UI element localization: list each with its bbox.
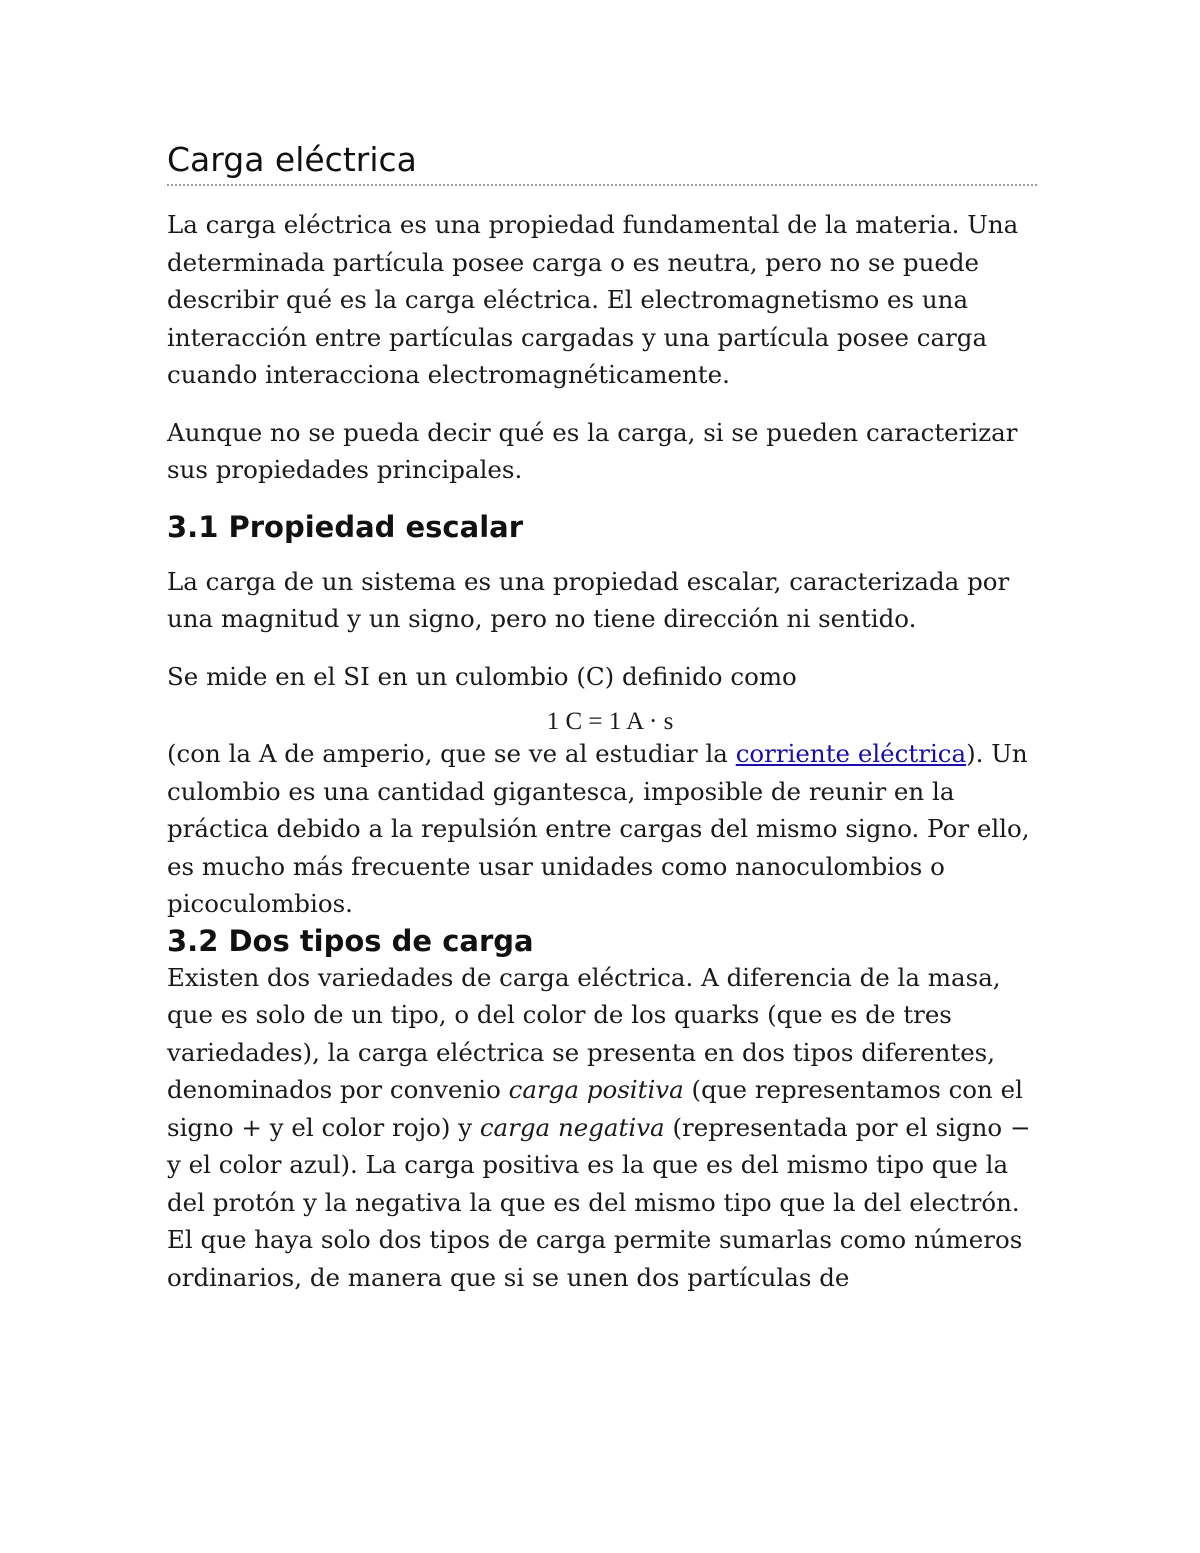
document-page [167,140,1037,1296]
paragraph-text: Existen dos variedades de carga eléctrica. A diferencia de la masa, que es solo de un tipo, o del color de los quarks (que es de tres variedades), la carga eléctrica se presenta en dos tipos diferentes, denominados por convenio [167,962,1001,1104]
paragraph-text: (con la A de amperio, que se ve al estudiar la [167,739,736,768]
emphasis-carga-positiva: carga positiva [508,1075,684,1104]
emphasis-carga-negativa: carga negativa [479,1112,665,1142]
paragraph-text: ). Un culombio es una cantidad gigantesca, imposible de reunir en la práctica debido a la repulsión entre cargas del mismo signo. Por ello, es mucho más frecuente usar unidades como nanoculombios o picoculombios. [167,739,1030,918]
section-3-1-paragraph-1: La carga de un sistema es una propiedad escalar, caracterizada por una magnitud y un signo, pero no tiene dirección ni sentido. [167,566,1010,633]
section-3-1-paragraph-2: Se mide en el SI en un culombio (C) definido como [167,661,797,691]
section-3-1-paragraph-3 [167,735,1037,923]
coulomb-definition-formula: 1 C = 1 A · s [546,708,674,735]
section-3-2-heading: 3.2 Dos tipos de carga [167,923,534,958]
corriente-electrica-link[interactable]: corriente eléctrica [735,739,967,768]
paragraph-text: (que representamos con el signo + y el color rojo) y [167,1075,1023,1142]
intro-paragraph-1: La carga eléctrica es una propiedad fundamental de la materia. Una determinada partícula posee carga o es neutra, pero no se puede describir qué es la carga eléctrica. El electromagnetismo es una interacción entre partículas cargadas y una partícula posee carga cuando interacciona electromagnéticamente. [167,210,1019,389]
section-3-1-heading: 3.1 Propiedad escalar [167,509,524,544]
page-title: Carga eléctrica [167,140,1037,186]
section-3-2-paragraph-2: El que haya solo dos tipos de carga permite sumarlas como números ordinarios, de manera que si se unen dos partículas de [167,1225,1023,1292]
paragraph-text: (representada por el signo − y el color azul). La carga positiva es la que es del mismo tipo que la del protón y la negativa la que es del mismo tipo que la del electrón. [167,1112,1031,1217]
intro-paragraph-2: Aunque no se pueda decir qué es la carga, si se pueden caracterizar sus propiedades principales. [167,417,1018,484]
section-3-2-paragraph-1 [167,959,1037,1222]
